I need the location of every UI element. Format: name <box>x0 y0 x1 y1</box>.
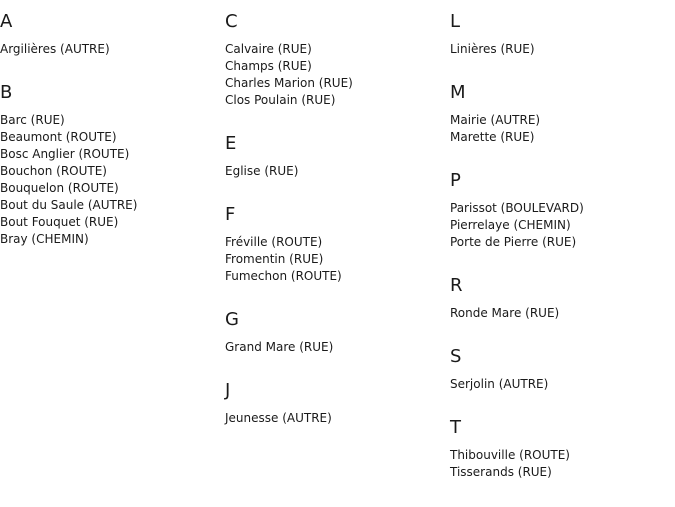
letter-group-g <box>225 308 445 356</box>
letter-group-s <box>450 345 670 393</box>
letter-heading: G <box>225 309 239 330</box>
letter-group-l <box>450 10 670 58</box>
letter-group-r <box>450 274 670 322</box>
street-name: Bray (CHEMIN) <box>0 232 89 246</box>
street-index-column-1 <box>0 10 220 271</box>
street-name: Bosc Anglier (ROUTE) <box>0 147 130 161</box>
street-list <box>225 41 445 109</box>
street-name: Argilières (AUTRE) <box>0 42 110 56</box>
street-name: Porte de Pierre (RUE) <box>450 235 577 249</box>
letter-heading: F <box>225 204 236 225</box>
street-name: Thibouville (ROUTE) <box>450 448 570 462</box>
letter-heading: L <box>450 11 461 32</box>
street-name: Calvaire (RUE) <box>225 42 312 56</box>
letter-group-p <box>450 169 670 251</box>
street-name: Clos Poulain (RUE) <box>225 93 336 107</box>
letter-heading: B <box>0 82 13 103</box>
letter-heading: M <box>450 82 466 103</box>
letter-heading: A <box>0 11 13 32</box>
street-name: Bouquelon (ROUTE) <box>0 181 119 195</box>
letter-heading: S <box>450 346 462 367</box>
street-name: Champs (RUE) <box>225 59 312 73</box>
street-name: Parissot (BOULEVARD) <box>450 201 584 215</box>
street-list <box>450 200 670 251</box>
street-name: Linières (RUE) <box>450 42 535 56</box>
street-list <box>450 41 670 58</box>
letter-group-j <box>225 379 445 427</box>
street-list <box>450 376 670 393</box>
letter-group-a <box>0 10 220 58</box>
street-list <box>225 163 445 180</box>
street-name: Eglise (RUE) <box>225 164 299 178</box>
letter-heading: J <box>225 380 231 401</box>
letter-group-b <box>0 81 220 248</box>
street-list <box>450 305 670 322</box>
letter-heading: C <box>225 11 238 32</box>
street-name: Fumechon (ROUTE) <box>225 269 342 283</box>
street-list <box>0 41 220 58</box>
street-list <box>225 339 445 356</box>
street-name: Pierrelaye (CHEMIN) <box>450 218 571 232</box>
street-name: Tisserands (RUE) <box>450 465 552 479</box>
street-name: Jeunesse (AUTRE) <box>225 411 332 425</box>
street-name: Bout Fouquet (RUE) <box>0 215 119 229</box>
street-name: Bouchon (ROUTE) <box>0 164 107 178</box>
street-index-column-2 <box>225 10 445 450</box>
street-name: Fromentin (RUE) <box>225 252 324 266</box>
letter-heading: E <box>225 133 237 154</box>
street-name: Grand Mare (RUE) <box>225 340 334 354</box>
street-name: Charles Marion (RUE) <box>225 76 353 90</box>
street-index-column-3 <box>450 10 670 504</box>
street-name: Marette (RUE) <box>450 130 535 144</box>
street-name: Bout du Saule (AUTRE) <box>0 198 138 212</box>
street-name: Beaumont (ROUTE) <box>0 130 117 144</box>
letter-group-f <box>225 203 445 285</box>
street-name: Fréville (ROUTE) <box>225 235 323 249</box>
letter-heading: R <box>450 275 463 296</box>
letter-group-m <box>450 81 670 146</box>
street-list <box>225 234 445 285</box>
letter-heading: P <box>450 170 461 191</box>
letter-group-c <box>225 10 445 109</box>
street-name: Serjolin (AUTRE) <box>450 377 549 391</box>
street-name: Barc (RUE) <box>0 113 65 127</box>
street-name: Mairie (AUTRE) <box>450 113 541 127</box>
street-name: Ronde Mare (RUE) <box>450 306 560 320</box>
letter-group-t <box>450 416 670 481</box>
letter-heading: T <box>450 417 461 438</box>
letter-group-e <box>225 132 445 180</box>
street-list <box>450 112 670 146</box>
street-list <box>450 447 670 481</box>
street-list <box>225 410 445 427</box>
street-list <box>0 112 220 248</box>
